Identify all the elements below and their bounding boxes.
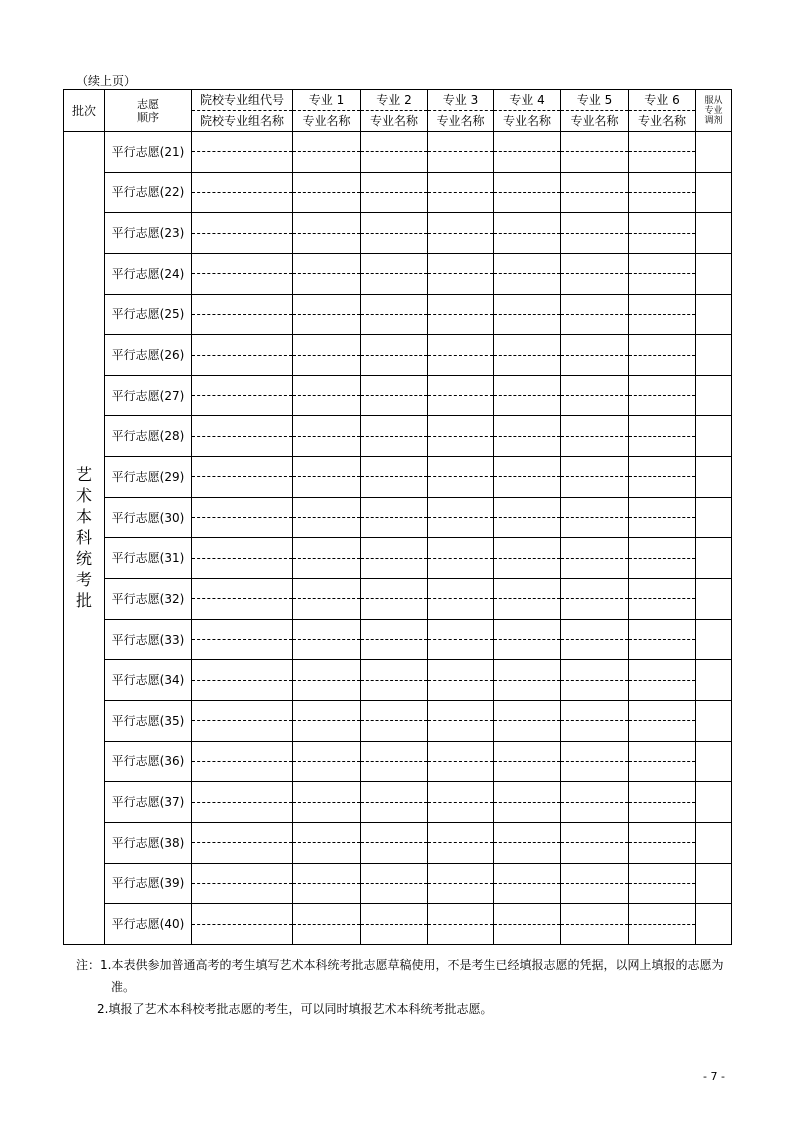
major-6-entry-field[interactable] — [629, 579, 696, 620]
major-4-entry-field[interactable] — [494, 863, 561, 904]
group-entry-field[interactable] — [192, 172, 293, 213]
accept-adjustment-field[interactable] — [696, 335, 732, 376]
table-row — [64, 497, 732, 538]
major-3-entry-field[interactable] — [428, 132, 494, 173]
major-2-entry-field[interactable] — [361, 416, 428, 457]
major-1-entry-field[interactable] — [293, 904, 361, 945]
accept-adjustment-field[interactable] — [696, 375, 732, 416]
major-5-entry-field[interactable] — [561, 172, 629, 213]
major-3-entry-field[interactable] — [428, 457, 494, 498]
accept-adjustment-field[interactable] — [696, 497, 732, 538]
group-entry-field[interactable] — [192, 904, 293, 945]
volunteer-label: 平行志愿(26) — [105, 335, 192, 376]
major-2-entry-field[interactable] — [361, 863, 428, 904]
major-6-entry-field[interactable] — [629, 172, 696, 213]
major-3-entry-field[interactable] — [428, 416, 494, 457]
major-1-entry-field[interactable] — [293, 375, 361, 416]
major-3-entry-field[interactable] — [428, 863, 494, 904]
volunteer-label: 平行志愿(22) — [105, 172, 192, 213]
major-1-entry-field[interactable] — [293, 660, 361, 701]
major-1-entry-field[interactable] — [293, 619, 361, 660]
table-row — [64, 538, 732, 579]
table-row — [64, 213, 732, 254]
major-6-entry-field[interactable] — [629, 782, 696, 823]
major-2-entry-field[interactable] — [361, 619, 428, 660]
accept-line-2: 专业 — [704, 105, 723, 116]
major-6-entry-field[interactable] — [629, 416, 696, 457]
major-2-header — [361, 90, 428, 132]
table-row — [64, 294, 732, 335]
group-header — [192, 90, 293, 132]
group-entry-field[interactable] — [192, 132, 293, 173]
accept-adjustment-field[interactable] — [696, 294, 732, 335]
batch-name-char: 科 — [75, 528, 92, 548]
major-6-entry-field[interactable] — [629, 294, 696, 335]
major-2-name-header: 专业名称 — [369, 114, 418, 128]
major-2-entry-field[interactable] — [361, 375, 428, 416]
major-5-entry-field[interactable] — [561, 660, 629, 701]
table-row — [64, 700, 732, 741]
group-entry-field[interactable] — [192, 457, 293, 498]
table-row — [64, 619, 732, 660]
major-3-entry-field[interactable] — [428, 619, 494, 660]
major-5-entry-field[interactable] — [561, 375, 629, 416]
major-1-entry-field[interactable] — [293, 457, 361, 498]
major-6-entry-field[interactable] — [629, 132, 696, 173]
major-5-entry-field[interactable] — [561, 863, 629, 904]
major-5-entry-field[interactable] — [561, 457, 629, 498]
group-entry-field[interactable] — [192, 822, 293, 863]
continued-label: （续上页） — [76, 74, 137, 88]
batch-name-char: 术 — [75, 486, 92, 506]
major-2-entry-field[interactable] — [361, 213, 428, 254]
major-2-entry-field[interactable] — [361, 782, 428, 823]
major-6-entry-field[interactable] — [629, 822, 696, 863]
major-4-entry-field[interactable] — [494, 335, 561, 376]
accept-adjustment-header — [696, 90, 732, 132]
major-4-entry-field[interactable] — [494, 213, 561, 254]
volunteer-label: 平行志愿(34) — [105, 660, 192, 701]
volunteer-label: 平行志愿(23) — [105, 213, 192, 254]
major-3-entry-field[interactable] — [428, 660, 494, 701]
major-1-entry-field[interactable] — [293, 863, 361, 904]
major-6-header — [629, 90, 696, 132]
major-4-entry-field[interactable] — [494, 457, 561, 498]
major-4-entry-field[interactable] — [494, 132, 561, 173]
table-row — [64, 782, 732, 823]
major-5-entry-field[interactable] — [561, 335, 629, 376]
major-6-entry-field[interactable] — [629, 335, 696, 376]
volunteer-label: 平行志愿(28) — [105, 416, 192, 457]
major-6-entry-field[interactable] — [629, 619, 696, 660]
major-6-entry-field[interactable] — [629, 457, 696, 498]
major-2-entry-field[interactable] — [361, 172, 428, 213]
accept-adjustment-field[interactable] — [696, 904, 732, 945]
major-4-entry-field[interactable] — [494, 822, 561, 863]
accept-adjustment-field[interactable] — [696, 822, 732, 863]
major-4-entry-field[interactable] — [494, 782, 561, 823]
accept-adjustment-field[interactable] — [696, 253, 732, 294]
major-1-entry-field[interactable] — [293, 213, 361, 254]
table-row — [64, 904, 732, 945]
notes-label: 注： — [76, 958, 101, 972]
major-3-entry-field[interactable] — [428, 782, 494, 823]
table-row — [64, 741, 732, 782]
major-3-entry-field[interactable] — [428, 700, 494, 741]
major-4-entry-field[interactable] — [494, 700, 561, 741]
major-6-entry-field[interactable] — [629, 538, 696, 579]
batch-name-char: 艺 — [75, 465, 92, 485]
major-3-entry-field[interactable] — [428, 335, 494, 376]
volunteer-label: 平行志愿(35) — [105, 700, 192, 741]
accept-adjustment-field[interactable] — [696, 213, 732, 254]
major-1-entry-field[interactable] — [293, 497, 361, 538]
accept-adjustment-field[interactable] — [696, 741, 732, 782]
accept-adjustment-field[interactable] — [696, 579, 732, 620]
major-5-entry-field[interactable] — [561, 538, 629, 579]
major-4-entry-field[interactable] — [494, 172, 561, 213]
major-4-name-header: 专业名称 — [502, 114, 551, 128]
volunteer-label: 平行志愿(31) — [105, 538, 192, 579]
group-entry-field[interactable] — [192, 741, 293, 782]
table-header-row — [64, 90, 732, 132]
major-3-entry-field[interactable] — [428, 375, 494, 416]
major-3-entry-field[interactable] — [428, 294, 494, 335]
group-entry-field[interactable] — [192, 375, 293, 416]
major-1-entry-field[interactable] — [293, 335, 361, 376]
major-3-entry-field[interactable] — [428, 213, 494, 254]
major-5-entry-field[interactable] — [561, 294, 629, 335]
volunteer-label: 平行志愿(33) — [105, 619, 192, 660]
accept-adjustment-field[interactable] — [696, 863, 732, 904]
major-4-entry-field[interactable] — [494, 416, 561, 457]
major-2-entry-field[interactable] — [361, 457, 428, 498]
major-3-number: 专业 3 — [428, 90, 493, 111]
table-row — [64, 660, 732, 701]
major-3-entry-field[interactable] — [428, 538, 494, 579]
volunteer-label: 平行志愿(25) — [105, 294, 192, 335]
major-1-entry-field[interactable] — [293, 172, 361, 213]
major-4-entry-field[interactable] — [494, 294, 561, 335]
table-row — [64, 132, 732, 173]
major-5-name-header: 专业名称 — [570, 114, 619, 128]
major-3-entry-field[interactable] — [428, 172, 494, 213]
volunteer-label: 平行志愿(24) — [105, 253, 192, 294]
group-entry-field[interactable] — [192, 782, 293, 823]
volunteer-label: 平行志愿(30) — [105, 497, 192, 538]
note-2: 2.填报了艺术本科校考批志愿的考生，可以同时填报艺术本科统考批志愿。 — [97, 1002, 493, 1016]
major-2-entry-field[interactable] — [361, 294, 428, 335]
volunteer-label: 平行志愿(36) — [105, 741, 192, 782]
sequence-header — [105, 90, 192, 132]
volunteer-label: 平行志愿(29) — [105, 457, 192, 498]
major-3-entry-field[interactable] — [428, 579, 494, 620]
group-entry-field[interactable] — [192, 416, 293, 457]
volunteer-label: 平行志愿(39) — [105, 863, 192, 904]
major-5-entry-field[interactable] — [561, 579, 629, 620]
major-5-entry-field[interactable] — [561, 497, 629, 538]
table-row — [64, 172, 732, 213]
table-row — [64, 416, 732, 457]
major-3-entry-field[interactable] — [428, 253, 494, 294]
group-entry-field[interactable] — [192, 619, 293, 660]
group-entry-field[interactable] — [192, 497, 293, 538]
major-2-entry-field[interactable] — [361, 904, 428, 945]
major-1-entry-field[interactable] — [293, 579, 361, 620]
major-4-entry-field[interactable] — [494, 904, 561, 945]
major-5-entry-field[interactable] — [561, 619, 629, 660]
major-2-entry-field[interactable] — [361, 335, 428, 376]
major-5-entry-field[interactable] — [561, 904, 629, 945]
major-3-header — [428, 90, 494, 132]
major-4-entry-field[interactable] — [494, 741, 561, 782]
major-4-number: 专业 4 — [494, 90, 560, 111]
sequence-header-bottom: 顺序 — [137, 110, 159, 124]
major-1-entry-field[interactable] — [293, 538, 361, 579]
major-6-entry-field[interactable] — [629, 741, 696, 782]
group-entry-field[interactable] — [192, 335, 293, 376]
accept-adjustment-field[interactable] — [696, 416, 732, 457]
group-entry-field[interactable] — [192, 660, 293, 701]
table-row — [64, 335, 732, 376]
volunteer-label: 平行志愿(40) — [105, 904, 192, 945]
accept-adjustment-field[interactable] — [696, 700, 732, 741]
batch-name-char: 批 — [75, 591, 92, 611]
accept-line-3: 调剂 — [704, 115, 723, 126]
accept-adjustment-field[interactable] — [696, 457, 732, 498]
major-5-entry-field[interactable] — [561, 213, 629, 254]
group-name-header: 院校专业组名称 — [199, 114, 284, 128]
accept-adjustment-field[interactable] — [696, 782, 732, 823]
major-5-number: 专业 5 — [561, 90, 628, 111]
major-6-entry-field[interactable] — [629, 375, 696, 416]
accept-adjustment-field[interactable] — [696, 660, 732, 701]
group-entry-field[interactable] — [192, 538, 293, 579]
table-row — [64, 579, 732, 620]
volunteer-label: 平行志愿(37) — [105, 782, 192, 823]
major-1-entry-field[interactable] — [293, 741, 361, 782]
major-3-name-header: 专业名称 — [436, 114, 485, 128]
major-3-entry-field[interactable] — [428, 822, 494, 863]
page-number: - 7 - — [703, 1070, 725, 1083]
major-1-number: 专业 1 — [293, 90, 360, 111]
major-1-entry-field[interactable] — [293, 294, 361, 335]
note-1: 1.本表供参加普通高考的考生填写艺术本科统考批志愿草稿使用，不是考生已经填报志愿的凭据，以网上填报的志愿为 — [100, 958, 724, 972]
volunteer-label: 平行志愿(32) — [105, 579, 192, 620]
major-6-entry-field[interactable] — [629, 863, 696, 904]
major-2-number: 专业 2 — [361, 90, 427, 111]
group-entry-field[interactable] — [192, 863, 293, 904]
major-1-entry-field[interactable] — [293, 822, 361, 863]
major-4-header — [494, 90, 561, 132]
major-5-entry-field[interactable] — [561, 132, 629, 173]
batch-name-char: 统 — [75, 549, 92, 569]
batch-name-cell — [64, 132, 105, 945]
sequence-header-top: 志愿 — [137, 97, 159, 111]
volunteer-label: 平行志愿(27) — [105, 375, 192, 416]
major-2-entry-field[interactable] — [361, 660, 428, 701]
table-row — [64, 457, 732, 498]
major-5-entry-field[interactable] — [561, 822, 629, 863]
major-1-entry-field[interactable] — [293, 700, 361, 741]
major-2-entry-field[interactable] — [361, 700, 428, 741]
major-3-entry-field[interactable] — [428, 741, 494, 782]
major-4-entry-field[interactable] — [494, 375, 561, 416]
major-1-entry-field[interactable] — [293, 132, 361, 173]
major-2-entry-field[interactable] — [361, 132, 428, 173]
accept-adjustment-field[interactable] — [696, 172, 732, 213]
table-row — [64, 863, 732, 904]
major-3-entry-field[interactable] — [428, 904, 494, 945]
major-6-entry-field[interactable] — [629, 904, 696, 945]
note-1-continuation: 准。 — [111, 980, 136, 994]
major-4-entry-field[interactable] — [494, 660, 561, 701]
major-3-entry-field[interactable] — [428, 497, 494, 538]
major-4-entry-field[interactable] — [494, 579, 561, 620]
notes-section — [76, 954, 726, 1020]
major-2-entry-field[interactable] — [361, 741, 428, 782]
major-2-entry-field[interactable] — [361, 579, 428, 620]
table-row — [64, 253, 732, 294]
accept-adjustment-field[interactable] — [696, 619, 732, 660]
major-5-entry-field[interactable] — [561, 700, 629, 741]
volunteer-label: 平行志愿(21) — [105, 132, 192, 173]
major-4-entry-field[interactable] — [494, 619, 561, 660]
major-1-header — [293, 90, 361, 132]
major-5-header — [561, 90, 629, 132]
major-5-entry-field[interactable] — [561, 253, 629, 294]
accept-adjustment-field[interactable] — [696, 132, 732, 173]
major-4-entry-field[interactable] — [494, 497, 561, 538]
major-6-name-header: 专业名称 — [637, 114, 686, 128]
table-row — [64, 375, 732, 416]
group-entry-field[interactable] — [192, 294, 293, 335]
major-4-entry-field[interactable] — [494, 538, 561, 579]
group-entry-field[interactable] — [192, 253, 293, 294]
group-entry-field[interactable] — [192, 700, 293, 741]
major-2-entry-field[interactable] — [361, 822, 428, 863]
accept-line-1: 服从 — [704, 95, 723, 106]
major-6-entry-field[interactable] — [629, 213, 696, 254]
table-row — [64, 822, 732, 863]
major-1-entry-field[interactable] — [293, 782, 361, 823]
batch-name-char: 本 — [75, 507, 92, 527]
major-5-entry-field[interactable] — [561, 741, 629, 782]
accept-adjustment-field[interactable] — [696, 538, 732, 579]
major-6-entry-field[interactable] — [629, 497, 696, 538]
major-1-entry-field[interactable] — [293, 416, 361, 457]
group-entry-field[interactable] — [192, 213, 293, 254]
major-4-entry-field[interactable] — [494, 253, 561, 294]
volunteer-label: 平行志愿(38) — [105, 822, 192, 863]
major-5-entry-field[interactable] — [561, 416, 629, 457]
major-2-entry-field[interactable] — [361, 497, 428, 538]
volunteer-form-table — [63, 89, 732, 945]
batch-header: 批次 — [64, 90, 105, 132]
batch-name-char: 考 — [75, 570, 92, 590]
major-6-entry-field[interactable] — [629, 253, 696, 294]
major-1-name-header: 专业名称 — [302, 114, 351, 128]
group-entry-field[interactable] — [192, 579, 293, 620]
major-6-number: 专业 6 — [629, 90, 695, 111]
group-code-header: 院校专业组代号 — [192, 90, 292, 111]
major-6-entry-field[interactable] — [629, 660, 696, 701]
major-2-entry-field[interactable] — [361, 538, 428, 579]
major-2-entry-field[interactable] — [361, 253, 428, 294]
major-6-entry-field[interactable] — [629, 700, 696, 741]
major-5-entry-field[interactable] — [561, 782, 629, 823]
major-1-entry-field[interactable] — [293, 253, 361, 294]
